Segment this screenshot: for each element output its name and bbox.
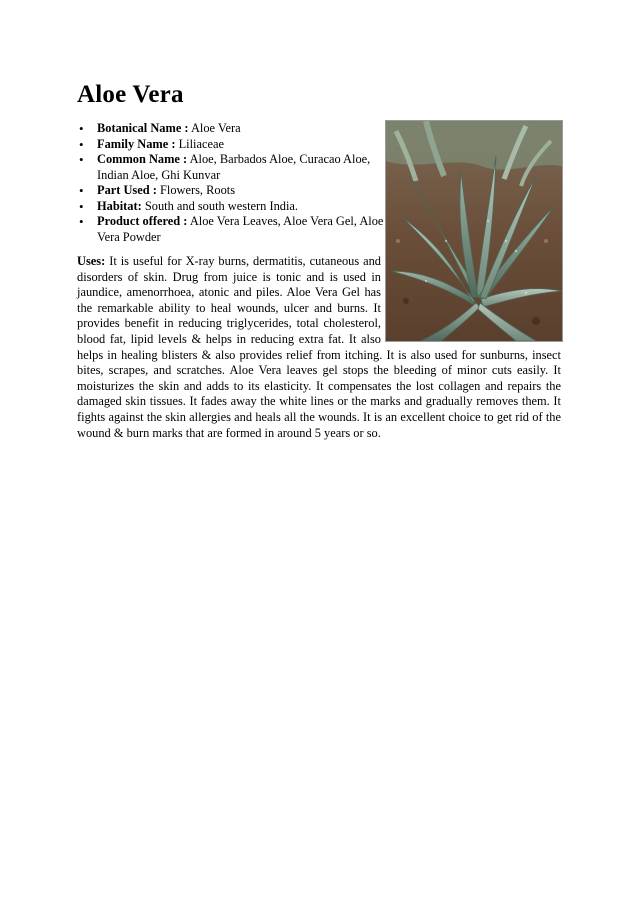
fact-label: Botanical Name : (97, 121, 189, 135)
uses-label: Uses: (77, 254, 106, 268)
photo-float-spacer (381, 254, 561, 347)
fact-label: Part Used : (97, 183, 157, 197)
fact-value: Aloe, Barbados Aloe, Curacao Aloe, Indian Aloe, Ghi Kunvar (97, 152, 371, 182)
fact-habitat (77, 199, 387, 215)
fact-family-name (77, 137, 387, 153)
uses-text: It is useful for X-ray burns, dermatitis, cutaneous and disorders of skin. Drug from juice is tonic and is used in jaundice, amenorrhoea, atonic and piles. Aloe Vera Gel has the remarkable ability to heal wounds, ulcer and burns. It provides benefit in reducing triglycerides, total cholesterol, blood fat, lipid levels & helps in reducing extra fat. It also helps in healing blisters & also provides relief from itching. It is also used for sunburns, insect bites, scrapes, and scratches. Aloe Vera leaves gel stops the bleeding of minor cuts easily. It moisturizes the skin and adds to its elasticity. It compensates the lost collagen and repairs the damaged skin tissues. It fades away the white lines or the marks and gradually removes them. It fights against the skin allergies and heals all the wounds. It is an excellent choice to get rid of the wound & burn marks that are formed in around 5 years or so. (77, 254, 561, 440)
fact-value: Aloe Vera Leaves, Aloe Vera Gel, Aloe Vera Powder (97, 214, 384, 244)
fact-label: Family Name : (97, 136, 176, 151)
fact-product-offered (77, 214, 387, 245)
page-title: Aloe Vera (77, 81, 184, 108)
fact-part-used (77, 183, 387, 199)
fact-label: Product offered : (97, 214, 188, 228)
fact-botanical-name (77, 121, 387, 137)
plant-facts-list (77, 121, 387, 245)
fact-common-name (77, 152, 387, 183)
uses-paragraph (77, 254, 561, 441)
fact-value: Aloe Vera (190, 121, 241, 135)
fact-value: South and south western India. (144, 198, 298, 213)
fact-label: Common Name : (97, 152, 188, 166)
fact-label: Habitat: (97, 198, 142, 213)
fact-value: Liliaceae (178, 136, 224, 151)
fact-value: Flowers, Roots (159, 183, 236, 197)
